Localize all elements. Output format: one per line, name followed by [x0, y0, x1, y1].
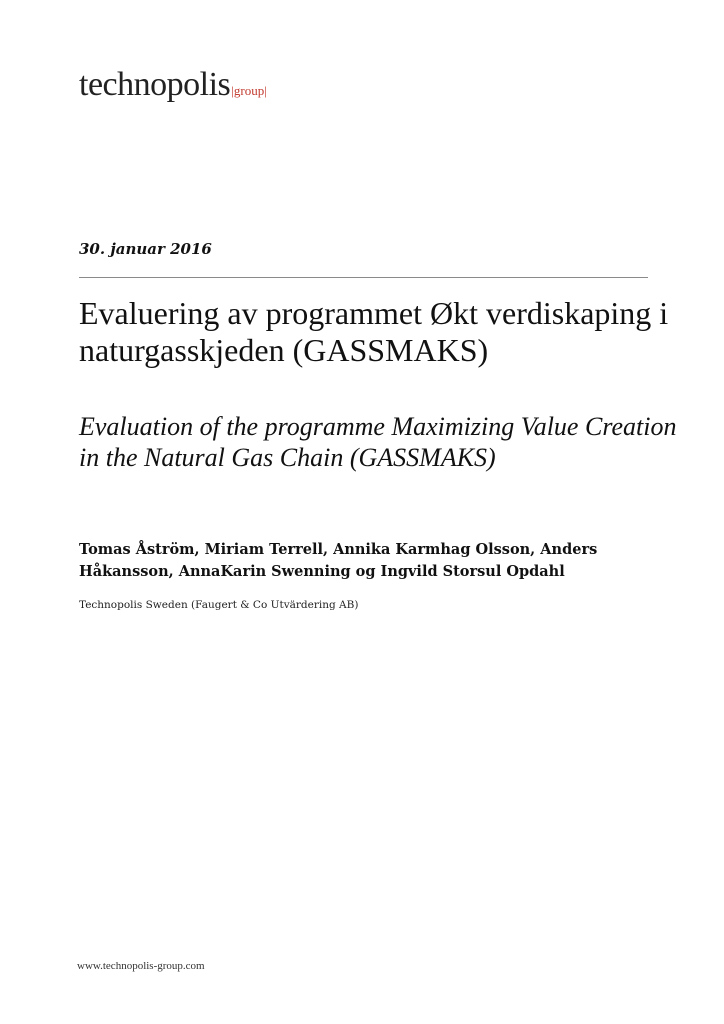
title-divider	[79, 277, 648, 278]
footer-website-url: www.technopolis-group.com	[77, 960, 205, 972]
technopolis-logo	[79, 66, 267, 104]
logo-group-mark: |group|	[231, 83, 267, 98]
author-list: Tomas Åström, Miriam Terrell, Annika Karmhag Olsson, Anders Håkansson, AnnaKarin Swenning og Ingvild Storsul Opdahl	[79, 541, 598, 580]
title-norwegian: Evaluering av programmet Økt verdiskaping i naturgasskjeden (GASSMAKS)	[79, 295, 669, 368]
document-date: 30. januar 2016	[79, 240, 212, 258]
title-english: Evaluation of the programme Maximizing Value Creation in the Natural Gas Chain (GASSMAKS)	[79, 412, 677, 472]
logo-wordmark: technopolis	[79, 66, 231, 103]
organization-name: Technopolis Sweden (Faugert & Co Utvärdering AB)	[79, 599, 359, 611]
